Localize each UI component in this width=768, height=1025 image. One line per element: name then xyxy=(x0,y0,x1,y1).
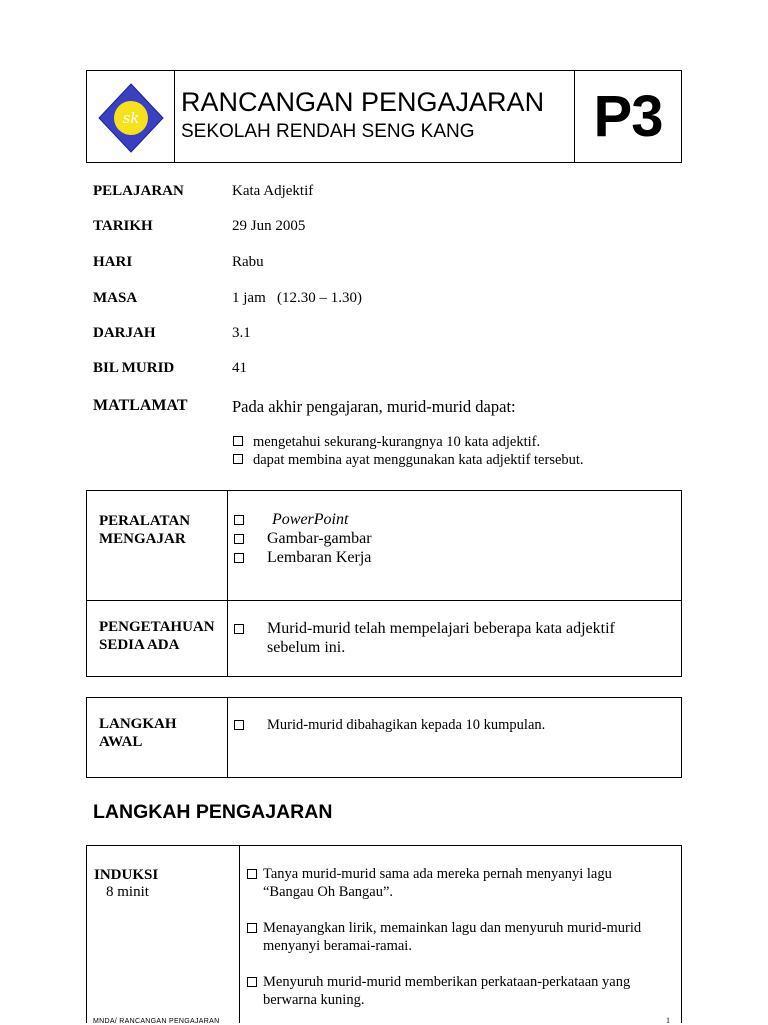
prior-knowledge-label: PENGETAHUAN SEDIA ADA xyxy=(99,619,215,653)
checkbox-icon xyxy=(234,534,244,544)
checkbox-icon xyxy=(233,454,243,464)
checkbox-icon xyxy=(233,436,243,446)
info-value-darjah: 3.1 xyxy=(232,325,251,341)
checkbox-icon xyxy=(234,553,244,563)
info-label-masa: MASA xyxy=(93,290,138,306)
checkbox-icon xyxy=(247,923,257,933)
checkbox-icon xyxy=(234,720,244,730)
checkbox-icon xyxy=(234,624,244,634)
info-value-pelajaran: Kata Adjektif xyxy=(232,183,314,199)
opening-step-table: LANGKAH AWAL Murid-murid dibahagikan kepada 10 kumpulan. xyxy=(86,697,682,778)
info-label-darjah: DARJAH xyxy=(93,325,156,341)
logo-cell xyxy=(87,71,175,162)
induction-duration: 8 minit xyxy=(106,884,149,900)
info-value-tarikh: 29 Jun 2005 xyxy=(232,218,306,234)
row-divider xyxy=(87,600,681,601)
lesson-code: P3 xyxy=(593,84,663,149)
teaching-steps-table: INDUKSI 8 minit Tanya murid-murid sama ada mereka pernah menyanyi lagu “Bangau Oh Bangau”. Menayangkan lirik, memainkan lagu dan menyuruh murid-murid menyanyi beramai-ramai. Menyuruh murid-murid memberikan perkataan-perkataan yang berwarna kuning. xyxy=(86,845,682,1023)
opening-step-label: LANGKAH AWAL xyxy=(99,716,177,750)
school-name: SEKOLAH RENDAH SENG KANG xyxy=(181,121,475,142)
column-divider xyxy=(239,846,240,1023)
prior-knowledge-item: Murid-murid telah mempelajari beberapa kata adjektif sebelum ini. xyxy=(234,619,674,659)
checkbox-icon xyxy=(247,977,257,987)
document-title: RANCANGAN PENGAJARAN xyxy=(181,87,545,117)
footer-text: MNDA/ RANCANGAN PENGAJARAN xyxy=(93,1018,220,1025)
school-logo-icon xyxy=(87,71,175,164)
info-value-masa: 1 jam (12.30 – 1.30) xyxy=(232,290,362,306)
induction-label: INDUKSI xyxy=(94,867,159,883)
section-title: LANGKAH PENGAJARAN xyxy=(93,801,333,823)
info-label-tarikh: TARIKH xyxy=(93,218,153,234)
page-number: 1 xyxy=(666,1016,670,1025)
goal-item: mengetahui sekurang-kurangnya 10 kata adjektif. xyxy=(233,434,540,451)
title-cell xyxy=(175,71,575,162)
info-label-hari: HARI xyxy=(93,254,133,270)
info-label-pelajaran: PELAJARAN xyxy=(93,183,184,199)
goal-label: MATLAMAT xyxy=(93,397,188,414)
tools-label: PERALATAN MENGAJAR xyxy=(99,513,191,547)
goal-item: dapat membina ayat menggunakan kata adjektif tersebut. xyxy=(233,452,584,469)
info-label-bil-murid: BIL MURID xyxy=(93,360,175,376)
goal-intro: Pada akhir pengajaran, murid-murid dapat: xyxy=(232,397,516,416)
column-divider xyxy=(227,491,228,676)
info-value-hari: Rabu xyxy=(232,254,264,270)
checkbox-icon xyxy=(247,869,257,879)
svg-text:sk: sk xyxy=(122,109,140,127)
resources-table: PERALATAN MENGAJAR PowerPoint Gambar-gambar Lembaran Kerja PENGETAHUAN SEDIA ADA Murid-murid telah mempelajari beberapa kata adjektif sebelum ini. xyxy=(86,490,682,677)
info-value-bil-murid: 41 xyxy=(232,360,247,376)
column-divider xyxy=(227,698,228,777)
header-table xyxy=(86,70,682,163)
checkbox-icon xyxy=(234,515,244,525)
